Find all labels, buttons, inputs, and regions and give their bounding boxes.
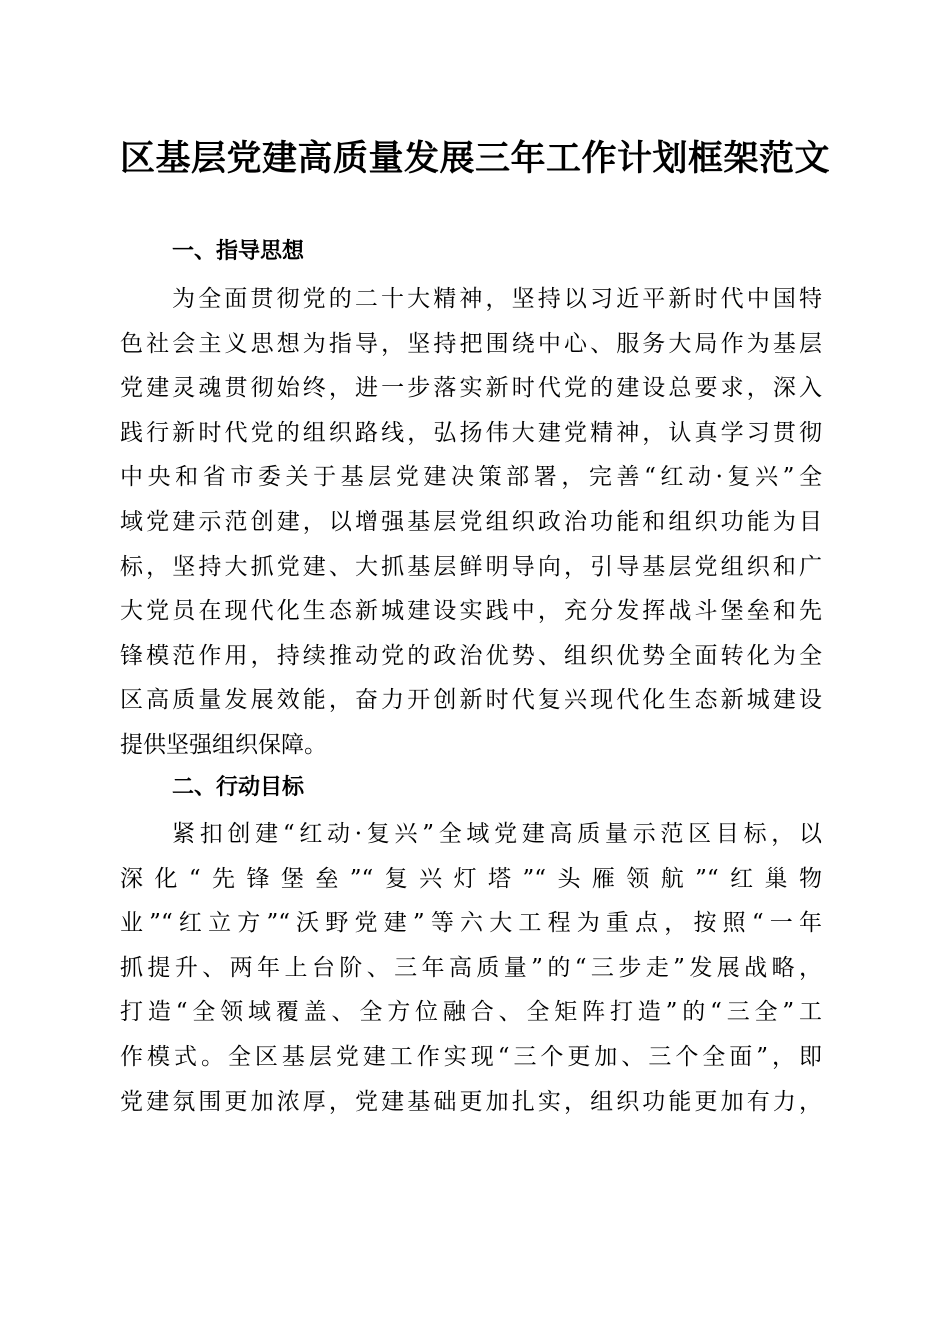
text-line: 党建氛围更加浓厚，党建基础更加扎实，组织功能更加有力，	[120, 1088, 822, 1115]
text-line: 色社会主义思想为指导，坚持把围绕中心、服务大局作为基层	[120, 330, 822, 357]
paragraph-guiding-ideology	[120, 277, 822, 768]
section-heading-action-goals: 二、行动目标	[172, 775, 305, 800]
text-line: 业”“红立方”“沃野党建”等六大工程为重点，按照“一年	[120, 910, 822, 937]
text-line: 中央和省市委关于基层党建决策部署，完善“红动·复兴”全	[120, 464, 822, 491]
text-line: 党建灵魂贯彻始终，进一步落实新时代党的建设总要求，深入	[120, 375, 822, 402]
text-line: 锋模范作用，持续推动党的政治优势、组织优势全面转化为全	[120, 642, 822, 669]
text-line: 标，坚持大抓党建、大抓基层鲜明导向，引导基层党组织和广	[120, 553, 822, 580]
text-line: 域党建示范创建，以增强基层党组织政治功能和组织功能为目	[120, 508, 822, 535]
text-line: 紧扣创建“红动·复兴”全域党建高质量示范区目标，以	[172, 821, 822, 847]
section-heading-guiding-ideology: 一、指导思想	[172, 239, 305, 264]
text-line: 抓提升、两年上台阶、三年高质量”的“三步走”发展战略，	[120, 954, 822, 981]
paragraph-action-goals	[120, 812, 822, 1124]
text-line: 区高质量发展效能，奋力开创新时代复兴现代化生态新城建设	[120, 687, 822, 714]
text-line: 作模式。全区基层党建工作实现“三个更加、三个全面”，即	[120, 1043, 822, 1070]
text-line: 践行新时代党的组织路线，弘扬伟大建党精神，认真学习贯彻	[120, 419, 822, 446]
text-line: 打造“全领域覆盖、全方位融合、全矩阵打造”的“三全”工	[120, 999, 822, 1026]
text-line: 提供坚强组织保障。	[120, 731, 327, 758]
text-line: 大党员在现代化生态新城建设实践中，充分发挥战斗堡垒和先	[120, 598, 822, 625]
document-title: 区基层党建高质量发展三年工作计划框架范文	[119, 138, 830, 179]
text-line: 深化“先锋堡垒”“复兴灯塔”“头雁领航”“红巢物	[120, 865, 822, 892]
text-line: 为全面贯彻党的二十大精神，坚持以习近平新时代中国特	[172, 286, 822, 312]
